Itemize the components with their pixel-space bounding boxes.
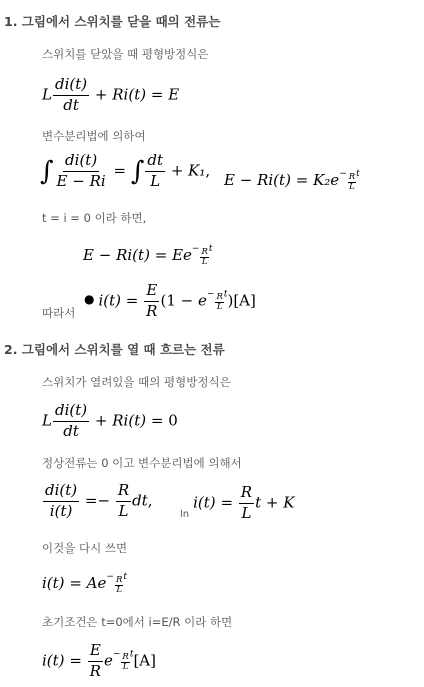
general-solution: i(t) = Ae− $\frac{R}{L}$ $^t$ (42, 572, 127, 595)
open-equation-text: 스위치가 열려있을 때의 평형방정식은 (42, 375, 231, 389)
open-equilibrium-equation: L $\frac{di(t)}{dt}$ + Ri(t) = 0 (42, 401, 178, 440)
log-equation: $_{ln}$i(t) = $\frac{R}{L}$ t + K (180, 483, 295, 522)
initial-t0-text: t = i = 0 이라 하면, (42, 211, 147, 225)
closed-equilibrium-equation: L $\frac{di(t)}{dt}$ + Ri(t) = E (42, 75, 180, 114)
closed-equation-text: 스위치를 닫았을 때 평형방정식은 (42, 47, 209, 61)
section1-heading: 1. 그림에서 스위치를 닫을 때의 전류는 (4, 14, 221, 29)
separated-equation: $\frac{di(t)}{i(t)}$ =− $\frac{R}{L}$ dt, (45, 481, 153, 520)
section2-heading: 2. 그림에서 스위치를 열 때 흐르는 전류 (4, 342, 225, 357)
initial-condition-text: 초기조건은 t=0에서 i=E/R 이라 하면 (42, 615, 233, 629)
steady-state-text: 정상전류는 0 이고 변수분리법에 의해서 (42, 456, 242, 470)
closed-current-solution: ● i(t) = $\frac{E}{R}$ (1 − e− $\frac{R}{L}$ $^t$)[A] (84, 281, 256, 320)
rewrite-text: 이것을 다시 쓰면 (42, 541, 128, 555)
integral-equation: ∫ $\frac{di(t)}{E - Ri}$ = ∫ $\frac{dt}{L}$ + K₁, (40, 151, 211, 190)
integration-result-equation: E − Ri(t) = K₂e− $\frac{R}{L}$ $^t$ (224, 169, 360, 192)
substituted-equation: E − Ri(t) = Ee− $\frac{R}{L}$ $^t$ (83, 244, 213, 267)
separation-text: 변수분리법에 의하여 (42, 129, 146, 143)
therefore-text: 따라서 (42, 306, 76, 320)
open-current-solution: i(t) = $\frac{E}{R}$ e− $\frac{R}{L}$ $^t$[A] (42, 641, 156, 680)
